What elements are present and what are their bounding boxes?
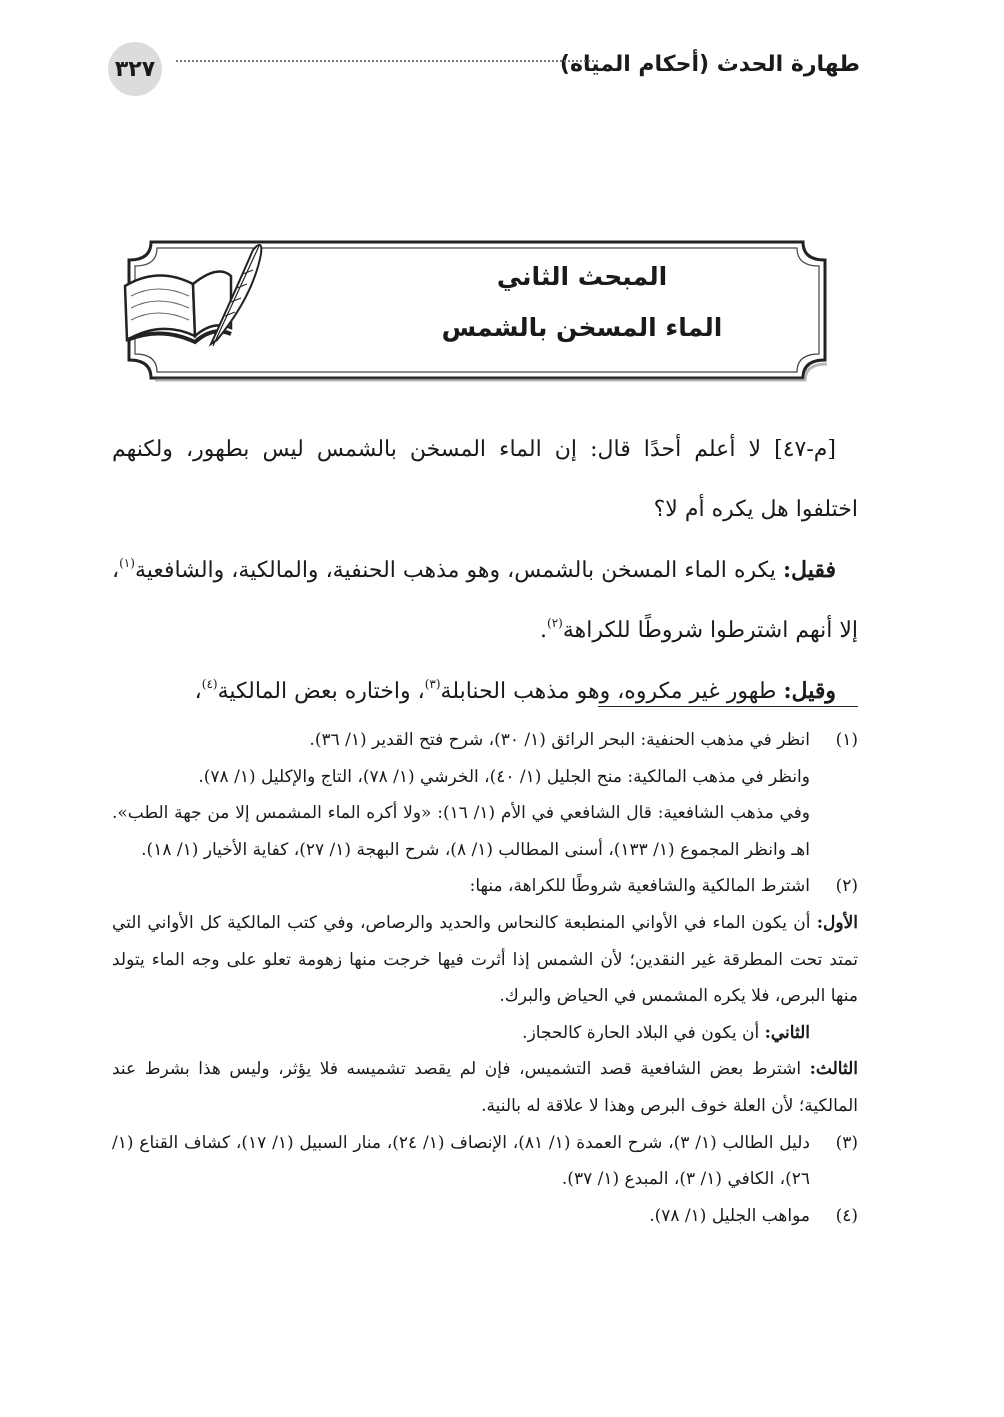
page-header [108, 42, 860, 98]
third-condition-label: الثالث: [809, 1059, 858, 1080]
footnotes [112, 722, 858, 1234]
footnote-ref-4[interactable]: (٤) [201, 677, 218, 691]
footnote-2-first-condition [112, 905, 858, 1015]
third-condition-text: اشترط بعض الشافعية قصد التشميس، فإن لم يقصد تشميسه فلا يؤثر، وليس هذا بشرط عند المالكية؛ لأن العلة خوف البرص وهذا لا علاقة له بالنية. [112, 1059, 858, 1116]
first-condition-label: الأول: [816, 912, 858, 933]
footnote-2-second-condition [112, 1015, 810, 1052]
paragraph-3-text-b: ، واختاره بعض المالكية [217, 679, 425, 704]
paragraph-2-text-b: ، إلا أنهم اشترطوا شروطًا للكراهة [112, 558, 858, 643]
footnote-3 [112, 1125, 858, 1198]
paragraph-1: [م-٤٧] لا أعلم أحدًا قال: إن الماء المسخن بالشمس ليس بطهور، ولكنهم اختلفوا هل يكره أم لا؟ [112, 437, 858, 522]
footnote-ref-3[interactable]: (٣) [424, 677, 441, 691]
footnote-ref-1[interactable]: (١) [119, 556, 135, 570]
footnote-1 [112, 722, 858, 868]
footnote-2 [112, 868, 858, 1124]
footnote-3-text: دليل الطالب (١/ ٣)، شرح العمدة (١/ ٨١)، الإنصاف (١/ ٢٤)، منار السبيل (١/ ١٧)، كشاف القناع (١/ ٢٦)، الكافي (١/ ٣)، المبدع (١/ ٣٧). [112, 1132, 810, 1190]
first-condition-text: أن يكون الماء في الأواني المنطبعة كالنحاس والحديد والرصاص، وفي كتب المالكية كل الأواني التي تمتد تحت المطرقة غير النقدين؛ لأن الشمس إذا أثرت فيها خرجت منها زهومة تعلو على وجه الماء يتولد منها البرص، فلا يكره المشمس في الحياض والبرك. [112, 912, 858, 1007]
footnote-4-text: مواهب الجليل (١/ ٧٨). [649, 1205, 810, 1226]
page-number: ٣٢٧ [108, 42, 162, 96]
main-text [112, 420, 858, 722]
footnote-1-line-1: انظر في مذهب الحنفية: البحر الرائق (١/ ٣٠)، شرح فتح القدير (١/ ٣٦). [309, 730, 810, 750]
footnote-1-line-2: وانظر في مذهب المالكية: منح الجليل (١/ ٤٠)، الخرشي (١/ ٧٨)، التاج والإكليل (١/ ٧٨). [198, 766, 810, 787]
footnote-2-intro: اشترط المالكية والشافعية شروطًا للكراهة، منها: [469, 876, 810, 897]
footnote-1-number: (١) [835, 730, 858, 750]
book-and-quill-icon [113, 236, 273, 356]
footnote-2-third-condition [112, 1051, 858, 1124]
chapter-title-text [363, 256, 801, 342]
header-dotted-leader [176, 60, 598, 62]
footnote-1-line-3: وفي مذهب الشافعية: قال الشافعي في الأم (١/ ١٦): «ولا أكره الماء المشمس إلا من جهة الطب». اهـ وانظر المجموع (١/ ١٣٣)، أسنى المطالب (١/ ٨)، شرح البهجة (١/ ٢٧)، كفاية الأخيار (١/ ١٨). [112, 803, 810, 860]
running-title: طهارة الحدث (أحكام المياه) [559, 52, 860, 77]
footnote-4-number: (٤) [835, 1205, 858, 1226]
footnote-4 [112, 1198, 858, 1235]
footnote-2-number: (٢) [835, 876, 858, 897]
chapter-title: الماء المسخن بالشمس [441, 313, 723, 342]
paragraph-3-label: وقيل: [783, 678, 836, 704]
second-condition-text: أن يكون في البلاد الحارة كالحجاز. [522, 1022, 760, 1043]
footnote-ref-2[interactable]: (٢) [547, 616, 563, 630]
paragraph-2-text-c: . [540, 618, 548, 643]
chapter-heading: المبحث الثاني [496, 262, 668, 291]
paragraph-2 [112, 540, 858, 661]
paragraph-3-text-c: ، [194, 679, 202, 704]
paragraph-2-label: فقيل: [782, 557, 837, 583]
chapter-title-frame [113, 236, 841, 384]
footnote-separator [598, 706, 858, 707]
second-condition-label: الثاني: [764, 1022, 810, 1043]
paragraph-3 [112, 661, 858, 722]
footnote-3-number: (٣) [835, 1132, 858, 1153]
paragraph-3-text-a: طهور غير مكروه، وهو مذهب الحنابلة [440, 679, 777, 704]
paragraph-2-text-a: يكره الماء المسخن بالشمس، وهو مذهب الحنفية، والمالكية، والشافعية [134, 558, 776, 583]
